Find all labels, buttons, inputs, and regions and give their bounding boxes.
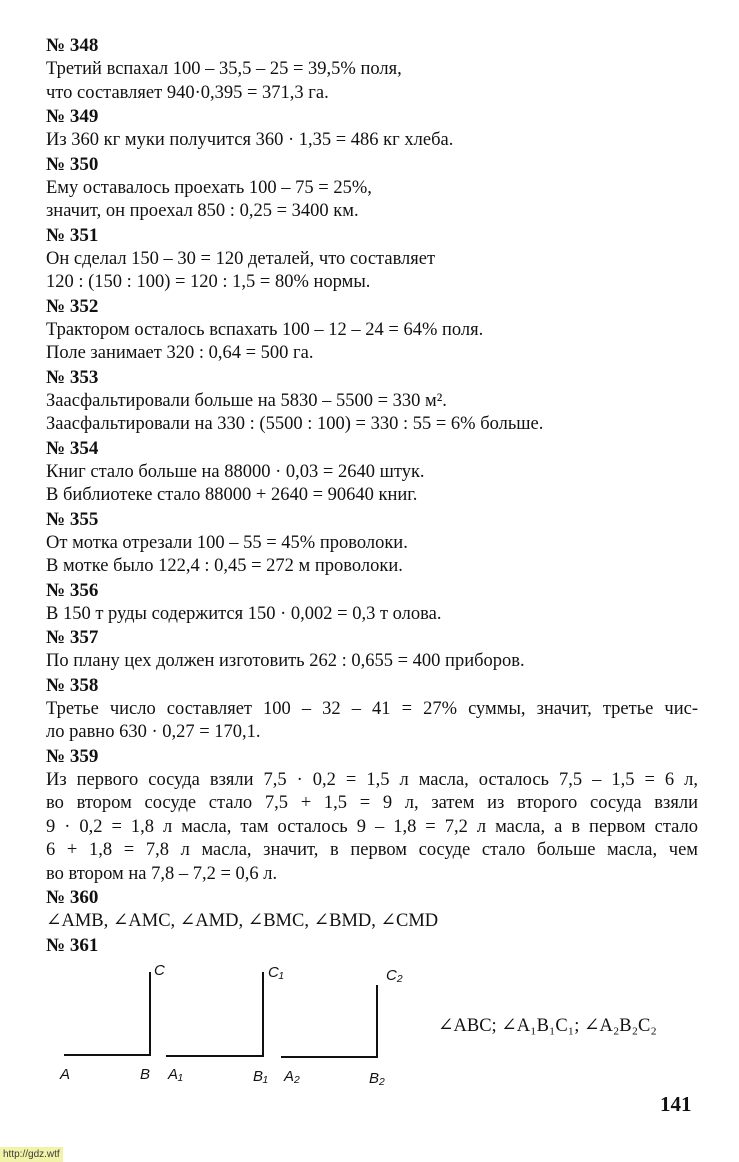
problem-block xyxy=(46,934,698,958)
solution-line: В мотке было 122,4 : 0,45 = 272 м проволоки. xyxy=(46,556,403,576)
solution-line: ло равно 630 · 0,27 = 170,1. xyxy=(46,722,261,742)
solution-line: 120 : (150 : 100) = 120 : 1,5 = 80% нормы. xyxy=(46,272,371,292)
solution-line: В библиотеке стало 88000 + 2640 = 90640 книг. xyxy=(46,485,418,505)
solution-line: Заасфальтировали больше на 5830 – 5500 = 330 м². xyxy=(46,390,447,411)
label-b2: B₂ xyxy=(369,1070,385,1087)
solution-line: 6 + 1,8 = 7,8 л масла, значит, в первом сосуде стало больше масла, чем xyxy=(46,840,698,860)
solution-line: Трактором осталось вспахать 100 – 12 – 24 = 64% поля. xyxy=(46,319,484,340)
solution-line: во втором сосуде стало 7,5 + 1,5 = 9 л, затем из второго сосуда взяли xyxy=(46,793,698,813)
solution-line: Из первого сосуда взяли 7,5 · 0,2 = 1,5 л масла, осталось 7,5 – 1,5 = 6 л, xyxy=(46,769,698,790)
solution-line: Книг стало больше на 88000 · 0,03 = 2640 штук. xyxy=(46,461,425,482)
problem-number: № 350 xyxy=(46,153,99,175)
problem-block xyxy=(46,508,698,579)
problem-block xyxy=(46,153,698,224)
solution-line: По плану цех должен изготовить 262 : 0,655 = 400 приборов. xyxy=(46,651,525,671)
problem-number: № 354 xyxy=(46,437,99,459)
label-c1: C₁ xyxy=(268,964,284,981)
solution-line: Из 360 кг муки получится 360 · 1,35 = 486 кг хлеба. xyxy=(46,130,454,150)
problem-number: № 356 xyxy=(46,579,99,601)
solution-line: В 150 т руды содержится 150 · 0,002 = 0,3 т олова. xyxy=(46,603,442,624)
angle-a2b2c2-lines xyxy=(281,985,377,1057)
label-b1: B₁ xyxy=(253,1068,268,1085)
problem-block xyxy=(46,366,698,437)
solutions-list xyxy=(46,34,698,958)
problem-block xyxy=(46,745,698,887)
angle-a1b1c1-lines xyxy=(166,972,263,1056)
solution-line: Заасфальтировали на 330 : (5500 : 100) = 330 : 55 = 6% больше. xyxy=(46,414,544,434)
problem-number: № 348 xyxy=(46,35,99,56)
problem-number: № 360 xyxy=(46,887,99,908)
solution-line: значит, он проехал 850 : 0,25 = 3400 км. xyxy=(46,201,359,221)
problem-block xyxy=(46,674,698,745)
problem-block xyxy=(46,34,698,105)
problem-block xyxy=(46,579,698,627)
watermark-link[interactable]: http://gdz.wtf xyxy=(0,1147,63,1162)
solution-line: Он сделал 150 – 30 = 120 деталей, что составляет xyxy=(46,248,436,269)
solution-line: От мотка отрезали 100 – 55 = 45% проволоки. xyxy=(46,532,408,553)
problem-block xyxy=(46,105,698,153)
solution-line: что составляет 940·0,395 = 371,3 га. xyxy=(46,82,329,103)
problem-number: № 352 xyxy=(46,295,99,317)
label-a1: A₁ xyxy=(168,1066,183,1083)
problem-number: № 359 xyxy=(46,745,99,767)
problem-number: № 355 xyxy=(46,508,99,530)
solution-line: во втором на 7,8 – 7,2 = 0,6 л. xyxy=(46,863,278,884)
label-c: C xyxy=(154,962,165,979)
problem-number: № 361 xyxy=(46,934,99,956)
page-number: 141 xyxy=(660,1092,692,1116)
problem-number: № 357 xyxy=(46,627,99,648)
solution-line: Третий вспахал 100 – 35,5 – 25 = 39,5% поля, xyxy=(46,59,402,79)
problem-number: № 358 xyxy=(46,674,99,696)
problem-block xyxy=(46,224,698,295)
angle-names: ∠ABC; ∠A₁B₁C₁; ∠A₂B₂C₂ xyxy=(438,1016,657,1036)
problem-number: № 349 xyxy=(46,106,99,127)
label-a2: A₂ xyxy=(284,1068,300,1085)
label-c2: C₂ xyxy=(386,967,403,984)
solution-line: Третье число составляет 100 – 32 – 41 = 27% суммы, значит, третье чис- xyxy=(46,698,698,719)
problem-block xyxy=(46,626,698,674)
angle-abc-lines xyxy=(64,972,150,1055)
solution-line: 9 · 0,2 = 1,8 л масла, там осталось 9 – 1,8 = 7,2 л масла, а в первом стало xyxy=(46,816,698,837)
problem-number: № 351 xyxy=(46,224,99,246)
solution-line: Ему оставалось проехать 100 – 75 = 25%, xyxy=(46,177,372,198)
solution-line: ∠AMB, ∠AMC, ∠AMD, ∠BMC, ∠BMD, ∠CMD xyxy=(46,911,439,931)
problem-number: № 353 xyxy=(46,366,99,388)
label-b: B xyxy=(140,1066,151,1083)
label-a: A xyxy=(60,1066,71,1083)
solution-line: Поле занимает 320 : 0,64 = 500 га. xyxy=(46,343,314,363)
problem-block xyxy=(46,295,698,366)
problem-block xyxy=(46,886,698,934)
problem-block xyxy=(46,437,698,508)
